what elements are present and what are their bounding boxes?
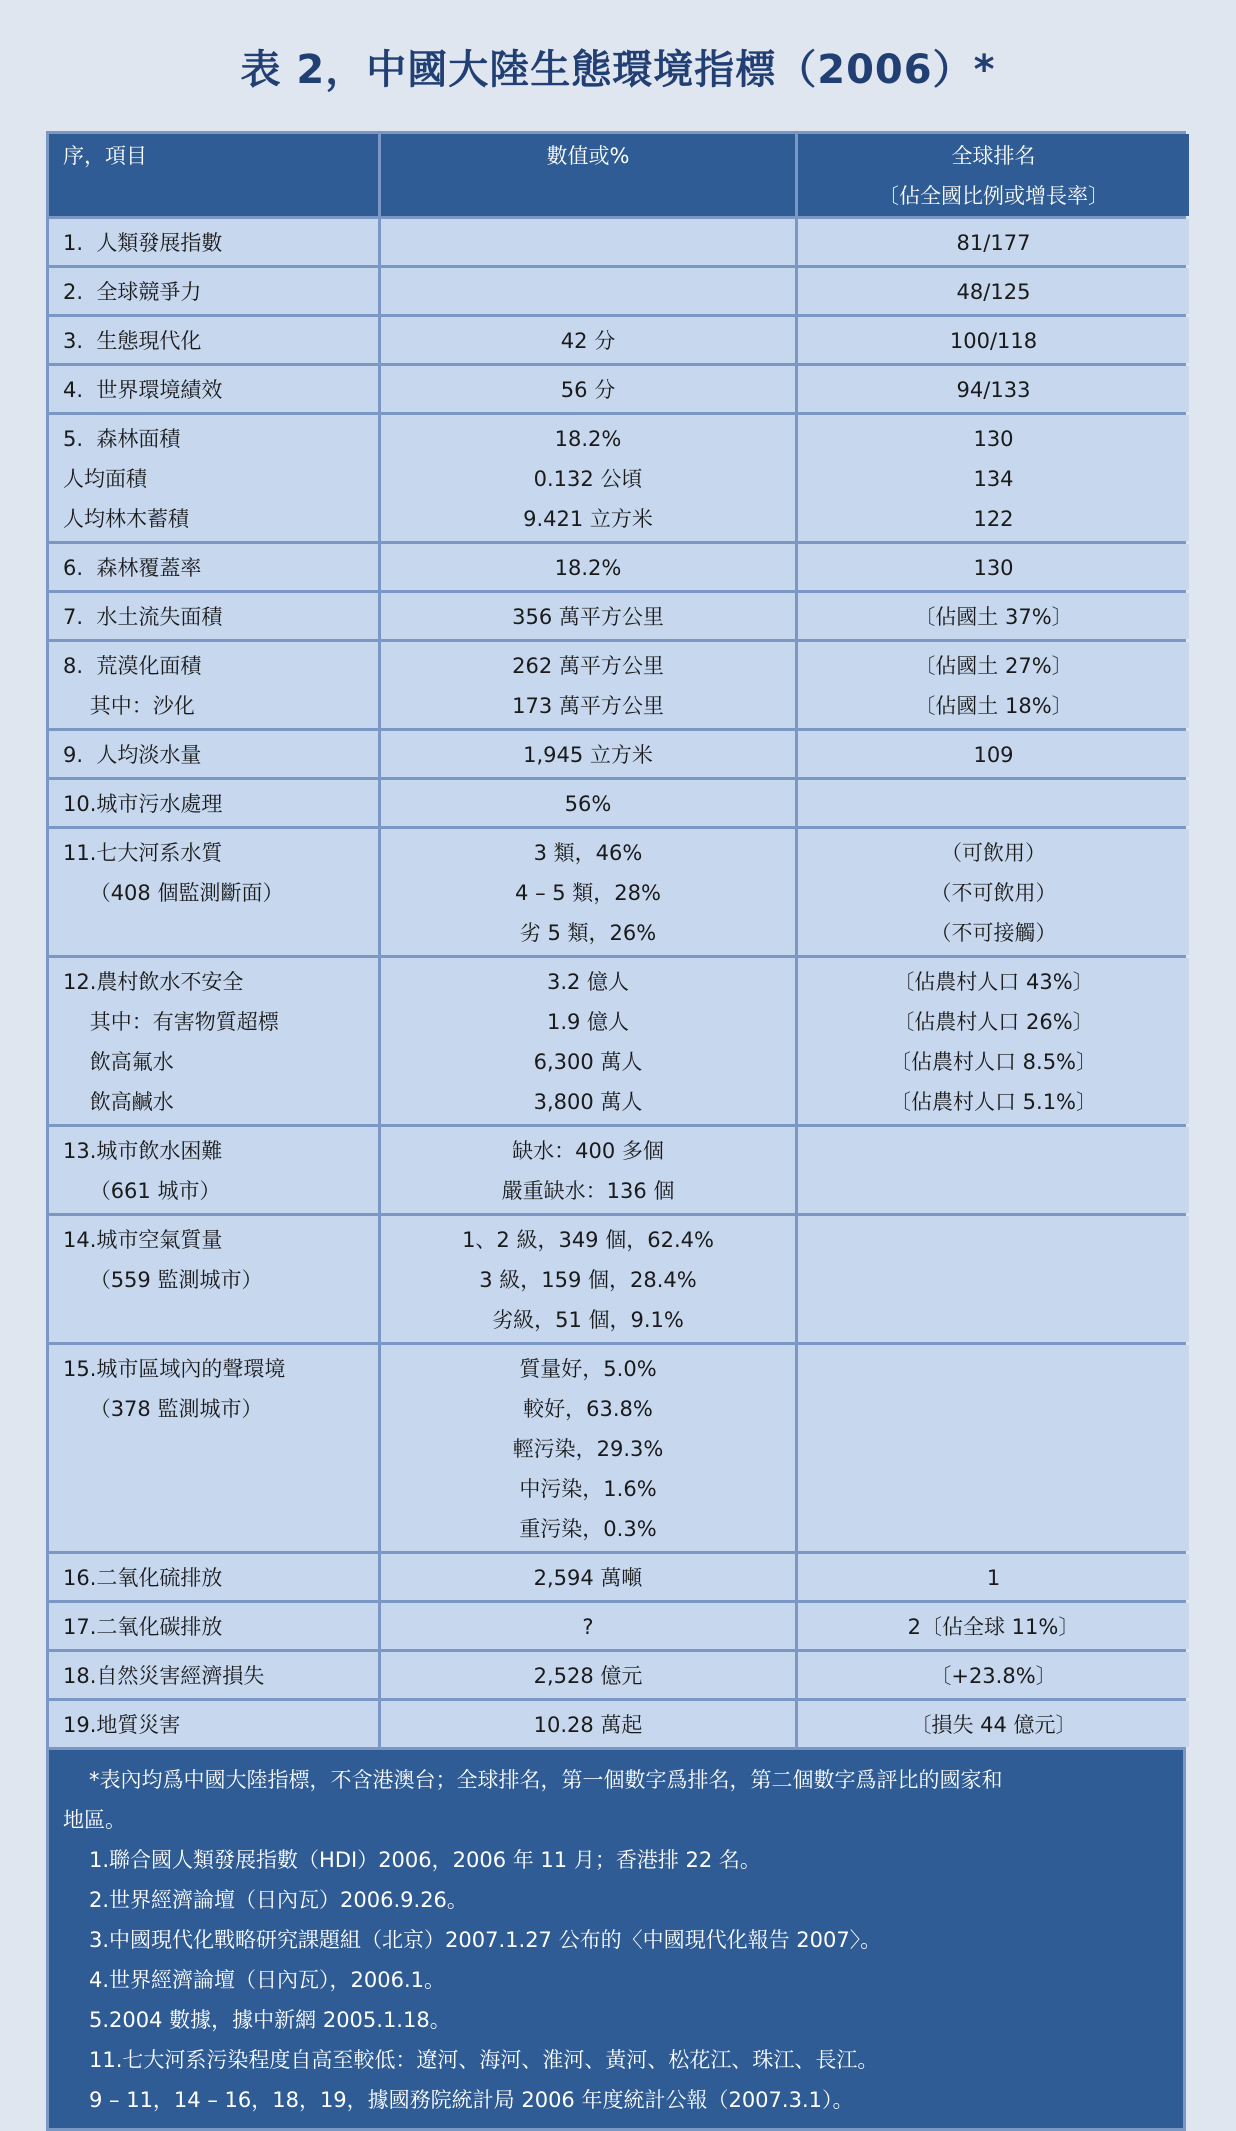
table-row: [49, 1554, 1183, 1600]
rank-cell: [798, 317, 1189, 363]
header-rank: [798, 134, 1189, 216]
item-cell: [49, 366, 378, 412]
table-row: [49, 1603, 1183, 1649]
cell-line: 3 類，46%: [533, 841, 643, 865]
value-cell: [381, 642, 795, 728]
cell-line: 18.2%: [554, 427, 622, 451]
item-cell: [49, 219, 378, 265]
cell-line: 2〔佔全球 11%〕: [907, 1615, 1080, 1639]
footnote-intro: *表內均爲中國大陸指標，不含港澳台；全球排名，第一個數字爲排名，第二個數字爲評比的國家和: [89, 1768, 1003, 1792]
cell-line: 5. 森林面積: [63, 427, 181, 451]
rank-cell: [798, 642, 1189, 728]
cell-line: 〔佔農村人口 26%〕: [893, 1010, 1094, 1034]
table-row: [49, 1345, 1183, 1551]
rank-cell: [798, 1216, 1189, 1342]
item-cell: [49, 1652, 378, 1698]
cell-line: 重污染，0.3%: [519, 1517, 657, 1541]
value-cell: [381, 731, 795, 777]
cell-line: 2,528 億元: [533, 1664, 643, 1688]
cell-line: 13.城市飲水困難: [63, 1139, 223, 1163]
rank-cell: [798, 219, 1189, 265]
table-row: [49, 731, 1183, 777]
cell-line: 19.地質災害: [63, 1713, 181, 1737]
item-cell: [49, 829, 378, 955]
value-cell: [381, 829, 795, 955]
cell-line: 較好，63.8%: [523, 1397, 653, 1421]
footnote-intro-cont: 地區。: [63, 1808, 126, 1832]
cell-line: （不可接觸）: [930, 921, 1057, 945]
table-row: [49, 829, 1183, 955]
footnote: [49, 1750, 1183, 2128]
item-cell: [49, 642, 378, 728]
value-cell: [381, 219, 795, 265]
cell-line: 其中：沙化: [63, 694, 195, 718]
cell-line: 1、2 級，349 個，62.4%: [462, 1228, 714, 1252]
cell-line: 3 級，159 個，28.4%: [479, 1268, 697, 1292]
cell-line: （408 個監測斷面）: [63, 881, 284, 905]
cell-line: 10.28 萬起: [533, 1713, 643, 1737]
page-title: 表 2，中國大陸生態環境指標（2006）*: [240, 47, 996, 93]
cell-line: 〔佔農村人口 43%〕: [893, 970, 1094, 994]
cell-line: 48/125: [956, 280, 1031, 304]
cell-line: [798, 1131, 1189, 1171]
table-row: [49, 1127, 1183, 1213]
cell-line: 飲高氟水: [63, 1050, 174, 1074]
cell-line: 飲高鹹水: [63, 1090, 174, 1114]
rank-cell: [798, 366, 1189, 412]
cell-line: （661 城市）: [63, 1179, 221, 1203]
cell-line: （不可飲用）: [930, 881, 1057, 905]
cell-line: 130: [973, 556, 1014, 580]
cell-line: 〔佔國土 18%〕: [914, 694, 1073, 718]
table-row: [49, 958, 1183, 1124]
item-cell: [49, 1127, 378, 1213]
cell-line: 109: [973, 743, 1014, 767]
cell-line: 7. 水土流失面積: [63, 605, 223, 629]
footnote-item: 4.世界經濟論壇（日內瓦），2006.1。: [89, 1968, 446, 1992]
footnote-item: 3.中國現代化戰略研究課題組（北京）2007.1.27 公布的〈中國現代化報告 2007〉。: [89, 1928, 882, 1952]
value-cell: [381, 1701, 795, 1747]
rank-cell: [798, 1701, 1189, 1747]
rank-cell: [798, 268, 1189, 314]
cell-line: 〔佔農村人口 5.1%〕: [889, 1090, 1098, 1114]
table-row: [49, 1652, 1183, 1698]
cell-line: 56 分: [560, 378, 616, 402]
cell-line: 劣 5 類，26%: [519, 921, 657, 945]
item-cell: [49, 1554, 378, 1600]
cell-line: 8. 荒漠化面積: [63, 654, 202, 678]
cell-line: 人均林木蓄積: [63, 507, 189, 531]
table-row: [49, 1216, 1183, 1342]
cell-line: 122: [973, 507, 1014, 531]
cell-line: [381, 272, 795, 312]
cell-line: 3. 生態現代化: [63, 329, 202, 353]
cell-line: 100/118: [949, 329, 1038, 353]
cell-line: ?: [582, 1615, 594, 1639]
value-cell: [381, 268, 795, 314]
item-cell: [49, 544, 378, 590]
cell-line: 〔損失 44 億元〕: [910, 1713, 1077, 1737]
item-cell: [49, 1701, 378, 1747]
footnote-notes: [63, 1840, 1169, 2120]
header-item: 序，項目: [49, 134, 378, 216]
footnote-item: 1.聯合國人類發展指數（HDI）2006，2006 年 11 月；香港排 22 名。: [89, 1848, 761, 1872]
cell-line: 4 – 5 類，28%: [515, 881, 661, 905]
rank-cell: [798, 415, 1189, 541]
table-row: [49, 317, 1183, 363]
table-row: [49, 642, 1183, 728]
cell-line: 94/133: [956, 378, 1031, 402]
value-cell: [381, 317, 795, 363]
cell-line: 18.2%: [554, 556, 622, 580]
table-row: [49, 780, 1183, 826]
cell-line: 0.132 公頃: [533, 467, 643, 491]
cell-line: 2,594 萬噸: [533, 1566, 643, 1590]
cell-line: 2. 全球競爭力: [63, 280, 202, 304]
value-cell: [381, 593, 795, 639]
cell-line: [381, 223, 795, 263]
cell-line: 10.城市污水處理: [63, 792, 223, 816]
cell-line: 9.421 立方米: [523, 507, 653, 531]
rank-cell: [798, 1603, 1189, 1649]
table-row: [49, 219, 1183, 265]
cell-line: 1.9 億人: [546, 1010, 630, 1034]
cell-line: 134: [973, 467, 1014, 491]
cell-line: （378 監測城市）: [63, 1397, 263, 1421]
rank-cell: [798, 958, 1189, 1124]
item-cell: [49, 958, 378, 1124]
cell-line: 6,300 萬人: [533, 1050, 643, 1074]
cell-line: 1: [986, 1566, 1001, 1590]
cell-line: 嚴重缺水：136 個: [501, 1179, 675, 1203]
cell-line: 中污染，1.6%: [519, 1477, 657, 1501]
header-rank-label: 全球排名: [951, 144, 1036, 168]
item-cell: [49, 317, 378, 363]
header-value: 數值或%: [381, 134, 795, 216]
cell-line: 130: [973, 427, 1014, 451]
header-rank-sub: 〔佔全國比例或增長率〕: [878, 184, 1109, 208]
value-cell: [381, 1652, 795, 1698]
cell-line: 〔+23.8%〕: [930, 1664, 1057, 1688]
table-header-row: [49, 134, 1183, 216]
value-cell: [381, 1216, 795, 1342]
value-cell: [381, 366, 795, 412]
cell-line: 劣級，51 個，9.1%: [492, 1308, 684, 1332]
item-cell: [49, 731, 378, 777]
cell-line: [798, 784, 1189, 824]
cell-line: 17.二氧化碳排放: [63, 1615, 223, 1639]
cell-line: 12.農村飲水不安全: [63, 970, 244, 994]
value-cell: [381, 1127, 795, 1213]
cell-line: 其中：有害物質超標: [63, 1010, 279, 1034]
footnote-item: 2.世界經濟論壇（日內瓦）2006.9.26。: [89, 1888, 468, 1912]
cell-line: 16.二氧化硫排放: [63, 1566, 223, 1590]
rank-cell: [798, 1554, 1189, 1600]
rank-cell: [798, 1127, 1189, 1213]
footnote-item: 9 – 11，14 – 16，18，19，據國務院統計局 2006 年度統計公報（2007.3.1）。: [89, 2088, 854, 2112]
cell-line: 人均面積: [63, 467, 147, 491]
value-cell: [381, 1554, 795, 1600]
cell-line: 262 萬平方公里: [512, 654, 664, 678]
cell-line: 4. 世界環境績效: [63, 378, 223, 402]
cell-line: 3,800 萬人: [533, 1090, 643, 1114]
cell-line: 〔佔國土 27%〕: [914, 654, 1073, 678]
cell-line: 〔佔農村人口 8.5%〕: [889, 1050, 1098, 1074]
rank-cell: [798, 829, 1189, 955]
cell-line: 173 萬平方公里: [512, 694, 664, 718]
table-row: [49, 593, 1183, 639]
cell-line: 1,945 立方米: [523, 743, 653, 767]
rank-cell: [798, 593, 1189, 639]
rank-cell: [798, 1345, 1189, 1551]
value-cell: [381, 415, 795, 541]
footnote-item: 11.七大河系污染程度自高至較低：遼河、海河、淮河、黃河、松花江、珠江、長江。: [89, 2048, 879, 2072]
value-cell: [381, 958, 795, 1124]
rank-cell: [798, 1652, 1189, 1698]
item-cell: [49, 1216, 378, 1342]
value-cell: [381, 544, 795, 590]
table-row: [49, 544, 1183, 590]
item-cell: [49, 1345, 378, 1551]
rank-cell: [798, 544, 1189, 590]
cell-line: 1. 人類發展指數: [63, 231, 223, 255]
cell-line: [798, 1220, 1189, 1260]
indicator-table: [46, 131, 1186, 2131]
cell-line: 42 分: [560, 329, 616, 353]
cell-line: 56%: [564, 792, 612, 816]
item-cell: [49, 780, 378, 826]
value-cell: [381, 1603, 795, 1649]
table-row: [49, 415, 1183, 541]
cell-line: 輕污染，29.3%: [512, 1437, 664, 1461]
cell-line: 14.城市空氣質量: [63, 1228, 223, 1252]
cell-line: 15.城市區域內的聲環境: [63, 1357, 286, 1381]
table-body: [49, 219, 1183, 1747]
table-row: [49, 1701, 1183, 1747]
cell-line: 缺水：400 多個: [512, 1139, 664, 1163]
cell-line: 6. 森林覆蓋率: [63, 556, 202, 580]
cell-line: 356 萬平方公里: [512, 605, 664, 629]
cell-line: 81/177: [956, 231, 1031, 255]
item-cell: [49, 268, 378, 314]
table-row: [49, 366, 1183, 412]
rank-cell: [798, 731, 1189, 777]
cell-line: 18.自然災害經濟損失: [63, 1664, 265, 1688]
cell-line: 〔佔國土 37%〕: [914, 605, 1073, 629]
cell-line: 9. 人均淡水量: [63, 743, 202, 767]
cell-line: 3.2 億人: [546, 970, 630, 994]
cell-line: 11.七大河系水質: [63, 841, 223, 865]
value-cell: [381, 780, 795, 826]
table-row: [49, 268, 1183, 314]
cell-line: 質量好，5.0%: [519, 1357, 657, 1381]
cell-line: （559 監測城市）: [63, 1268, 263, 1292]
value-cell: [381, 1345, 795, 1551]
cell-line: [798, 1349, 1189, 1389]
item-cell: [49, 1603, 378, 1649]
item-cell: [49, 415, 378, 541]
cell-line: （可飲用）: [941, 841, 1046, 865]
item-cell: [49, 593, 378, 639]
footnote-item: 5.2004 數據，據中新網 2005.1.18。: [89, 2008, 451, 2032]
rank-cell: [798, 780, 1189, 826]
